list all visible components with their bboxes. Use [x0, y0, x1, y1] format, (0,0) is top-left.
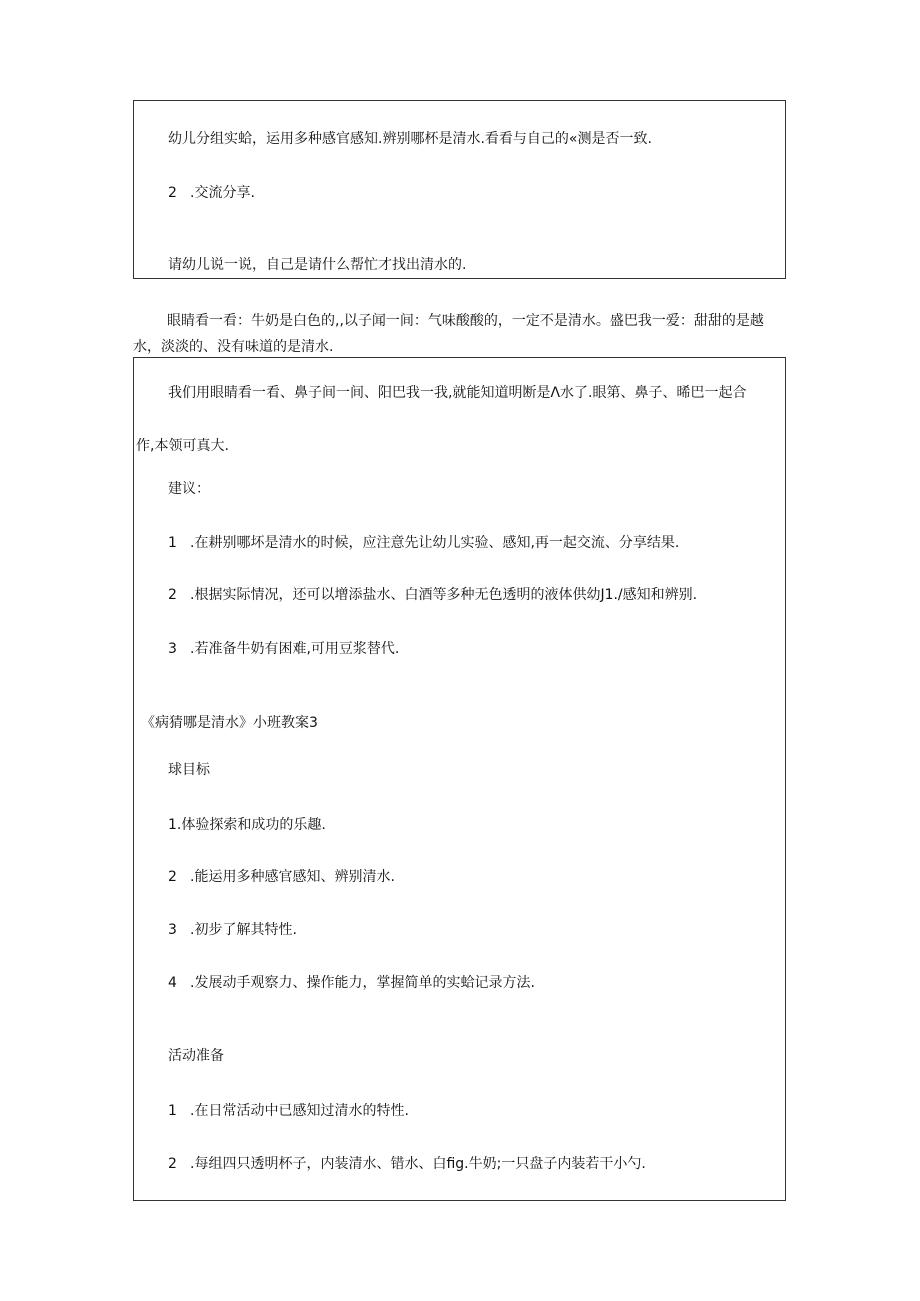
- list-item: [168, 974, 535, 992]
- prep-heading: 活动准备: [168, 1048, 224, 1064]
- list-item: [168, 1102, 409, 1120]
- item-number: 3: [168, 641, 177, 657]
- item-number: 2: [168, 869, 177, 885]
- item-number: 2: [168, 587, 177, 603]
- list-item: [168, 868, 395, 886]
- discussion-text: 请幼儿说一说，自己是请什么帮忙才找出清水的.: [168, 257, 467, 273]
- item-text: .在日常活动中已感知过清水的特性.: [190, 1103, 409, 1119]
- summary-text-continued: 作,本领可真大.: [136, 438, 229, 454]
- item-text: .每组四只透明杯子，内装清水、错水、白fig.牛奶;一只盘子内装若干小勺.: [190, 1156, 646, 1172]
- list-item: [168, 586, 697, 604]
- goal-item: 1.体验探索和成功的乐趣.: [168, 817, 326, 833]
- item-text: .能运用多种感官感知、辨别清水.: [190, 869, 395, 885]
- item-number: 1: [168, 535, 177, 551]
- item-number: 2: [168, 185, 177, 201]
- goals-heading: 球目标: [168, 762, 210, 778]
- table-cell-summary: [133, 357, 786, 1201]
- item-number: 1: [168, 1103, 177, 1119]
- list-item: [168, 184, 255, 202]
- table-cell-activity: [133, 100, 786, 279]
- suggestion-heading: 建议：: [168, 481, 210, 497]
- list-item: [168, 640, 399, 658]
- item-text: .交流分享.: [190, 185, 255, 201]
- item-text: .根据实际情况，还可以增添盐水、白酒等多种无色透明的液体供幼J1./感知和辨别.: [190, 587, 698, 603]
- item-number: 4: [168, 975, 177, 991]
- list-item: [168, 1155, 646, 1173]
- item-number: 2: [168, 1156, 177, 1172]
- item-text: .若准备牛奶有困难,可用豆浆替代.: [190, 641, 400, 657]
- item-number: 3: [168, 922, 177, 938]
- lesson-title: 《病猜哪是清水》小班教案3: [141, 715, 318, 731]
- item-text: .在耕别哪坏是清水的时候，应注意先让幼儿实验、感知,再一起交流、分享结果.: [190, 535, 680, 551]
- item-text: .发展动手观察力、操作能力，掌握简单的实蛤记录方法.: [190, 975, 535, 991]
- experiment-text: 幼儿分组实蛤，运用多种感官感知.辨别哪杯是清水.看看与自己的«测是否一致.: [168, 131, 652, 147]
- summary-paragraph: 眼睛看一看：牛奶是白色的,,以子闻一间：气味酸酸的，一定不是清水。盛巴我一爱：甜甜的是越水，淡淡的、没有味道的是清水.: [133, 313, 764, 355]
- list-item: [168, 534, 679, 552]
- list-item: [168, 921, 297, 939]
- summary-text: 我们用眼睛看一看、鼻子间一间、阳巴我一我,就能知道明断是Λ水了.眼第、鼻子、晞巴一起合: [168, 385, 747, 401]
- item-text: .初步了解其特性.: [190, 922, 297, 938]
